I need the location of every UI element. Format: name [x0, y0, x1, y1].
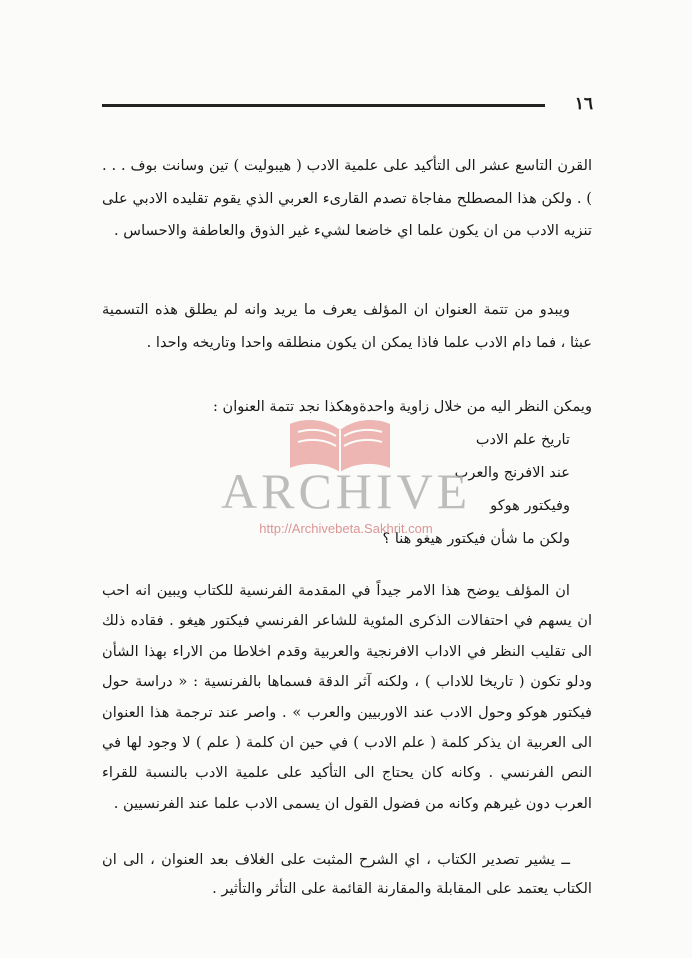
list-item: عند الافرنج والعرب — [454, 464, 570, 481]
paragraph-1 — [102, 150, 592, 248]
list-intro: ويمكن النظر اليه من خلال زاوية واحدةوهكذا نجد تتمة العنوان : — [212, 398, 592, 415]
paragraph-1-text: القرن التاسع عشر الى التأكيد على علمية الادب ( هيبوليت ) تين وسانت بوف . . . ) . ولكن هذا المصطلح مفاجاة تصدم القارىء العربي الذي يقوم تقليده الادبي على تنزيه الادب من ان يكون علما اي خاضعا لشيء غير الذوق والعاطفة والاحساس . — [102, 157, 592, 239]
list-question: ولكن ما شأن فيكتور هيغو هنا ؟ — [382, 530, 570, 547]
page-number: ١٦ — [574, 94, 593, 114]
list-item: تاريخ علم الادب — [475, 431, 570, 448]
paragraph-2-text: ويبدو من تتمة العنوان ان المؤلف يعرف ما يريد وانه لم يطلق هذه التسمية عبثا ، فما دام الادب علما فاذا يمكن ان يكون منطلقه واحدا وتاريخه واحدا . — [102, 301, 592, 351]
paragraph-4 — [102, 845, 592, 903]
list-item: وفيكتور هوكو — [490, 497, 570, 514]
header-rule — [102, 104, 545, 107]
paragraph-2 — [102, 294, 592, 359]
paragraph-4-text: ــ يشير تصدير الكتاب ، اي الشرح المثبت على الغلاف بعد العنوان ، الى ان الكتاب يعتمد على المقابلة والمقارنة القائمة على التأثر والتأثير . — [102, 851, 592, 897]
paragraph-3-text: ان المؤلف يوضح هذا الامر جيداً في المقدمة الفرنسية للكتاب ويبين انه احب ان يسهم في احتفالات الذكرى المئوية للشاعر الفرنسي فيكتور هيغو . فقاده ذلك الى تقليب النظر في الاداب الافرنجية والعربية وقدم اخلاطا من الاراء بهذا الشأن ودلو تكون ( تاريخا للاداب ) ، ولكنه آثر الدقة فسماها بالفرنسية : « دراسة حول فيكتور هوكو وحول الادب عند الاوربيين والعرب » . واصر عند ترجمة هذا العنوان الى العربية ان يذكر كلمة ( علم الادب ) في حين ان كلمة ( علم ) لا وجود لها في النص الفرنسي . وكانه كان يحتاج الى التأكيد على علمية الادب بالنسبة للقراء العرب دون غيرهم وكانه من فضول القول ان يسمى الادب علما عند الفرنسيين . — [102, 582, 592, 812]
watermark-url: http://Archivebeta.Sakhrit.com — [259, 521, 433, 536]
paragraph-3 — [102, 576, 592, 819]
watermark-title: ARCHIVE — [221, 463, 472, 519]
